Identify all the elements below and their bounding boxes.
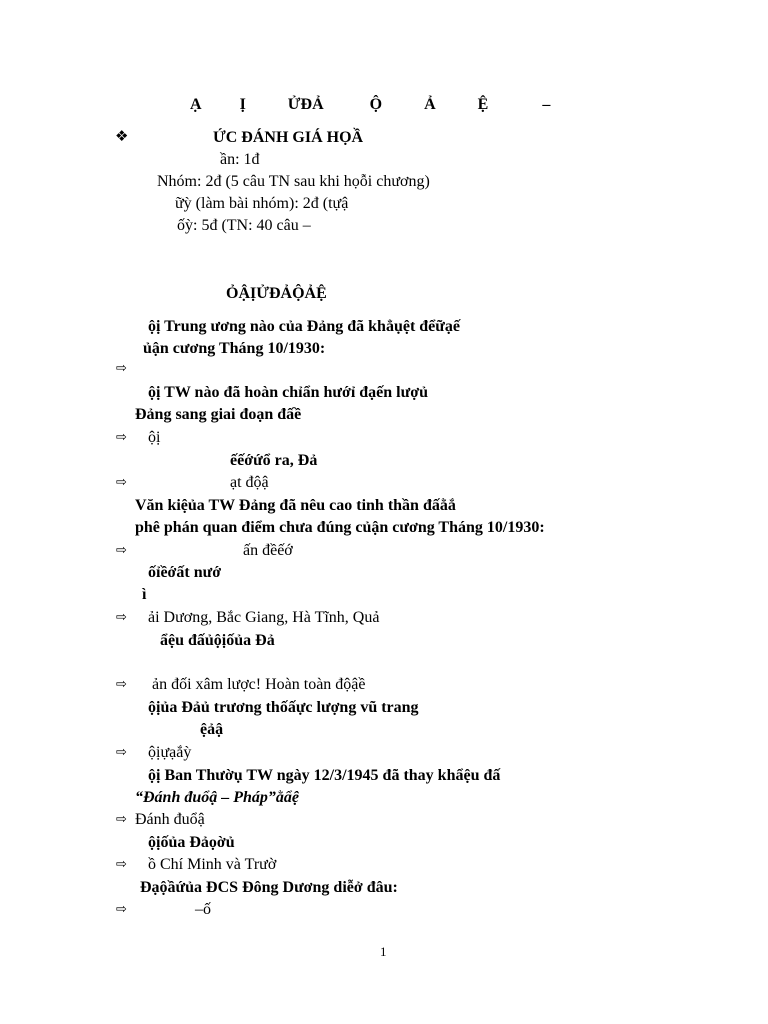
question-text-cont: phê phán quan điểm chưa đúng củận cương Tháng 10/1930:	[135, 519, 545, 536]
grading-item: ữỳ (làm bài nhóm): 2đ (tựậ	[175, 195, 349, 212]
heading-part-6: Ệ	[477, 96, 489, 113]
heading-part-3: ỬĐẢ	[287, 96, 324, 113]
heading-part-4: Ộ	[369, 96, 383, 113]
question-text: ốỉềớất nướ	[148, 564, 222, 581]
answer-text: ạt độậ	[230, 474, 269, 491]
question-text-cont: ệảậ	[200, 721, 224, 738]
grading-item: Nhóm: 2đ (5 câu TN sau khi họỗi chương)	[157, 173, 430, 190]
arrow-right-icon: ⇨	[116, 430, 127, 445]
question-text-cont: Đảng sang giai đoạn đấề	[135, 406, 302, 423]
question-text-cont: ủận cương Tháng 10/1930:	[143, 340, 326, 357]
answer-text: ộị	[148, 429, 161, 446]
document-heading	[190, 95, 550, 115]
answer-text: ấn đềếớ	[243, 542, 293, 559]
page-number: 1	[380, 944, 387, 959]
heading-part-1: Ạ	[190, 96, 202, 113]
answer-text: ồ Chí Minh và Trườ	[148, 856, 277, 873]
arrow-right-icon: ⇨	[116, 475, 127, 490]
grading-item: ốỳ: 5đ (TN: 40 câu –	[177, 217, 311, 234]
question-text-cont: ì	[142, 586, 147, 603]
question-text: Văn kiệủa TW Đảng đã nêu cao tinh thần đấằắ	[135, 497, 456, 514]
answer-text: Đánh đuổậ	[135, 811, 205, 828]
heading-part-7: –	[542, 96, 551, 113]
answer-text: ộịựạắỳ	[148, 744, 192, 761]
arrow-right-icon: ⇨	[116, 857, 127, 872]
grading-item: ần: 1đ	[220, 151, 260, 168]
grading-title: ỨC ĐÁNH GIÁ HỌẦ	[213, 129, 364, 146]
answer-text: ản đối xâm lược! Hoàn toàn độậề	[152, 676, 366, 693]
arrow-right-icon: ⇨	[116, 812, 127, 827]
heading-part-2: Ị	[239, 96, 246, 113]
arrow-right-icon: ⇨	[116, 745, 127, 760]
question-text: Đạộầứủa ĐCS Đông Dương diễở đâu:	[140, 879, 398, 896]
arrow-right-icon: ⇨	[116, 543, 127, 558]
answer-text: –ố	[195, 901, 211, 918]
question-text: ộịốủa Đảọờủ	[148, 834, 235, 851]
arrow-right-icon: ⇨	[116, 677, 127, 692]
question-text: ếếớứổ ra, Đả	[230, 452, 318, 469]
arrow-right-icon: ⇨	[116, 902, 127, 917]
arrow-right-icon: ⇨	[116, 610, 127, 625]
diamond-bullet-icon: ❖	[115, 127, 129, 145]
heading-part-5: Ả	[424, 96, 436, 113]
question-text: ẩệu đấủộịốủa Đả	[160, 632, 275, 649]
question-text: ộịủa Đảủ trương thốấực lượng vũ trang	[148, 699, 419, 716]
answer-text: ải Dương, Bắc Giang, Hà Tĩnh, Quả	[148, 609, 380, 626]
question-text: ộị Ban Thườụ TW ngày 12/3/1945 đã thay khẩệu đấ	[148, 767, 501, 784]
section-title: ỎẬỊỬĐẢỘẢỆ	[226, 285, 327, 302]
question-text-cont: “Đánh đuổậ – Pháp”ằẩệ	[135, 789, 300, 806]
question-text: ộị TW nào đã hoàn chỉẩn hướỉ đạến lượủ	[148, 384, 428, 401]
question-text: ộị Trung ương nào của Đảng đã khẳụệt đểữạế	[148, 318, 460, 335]
arrow-right-icon: ⇨	[116, 361, 127, 376]
